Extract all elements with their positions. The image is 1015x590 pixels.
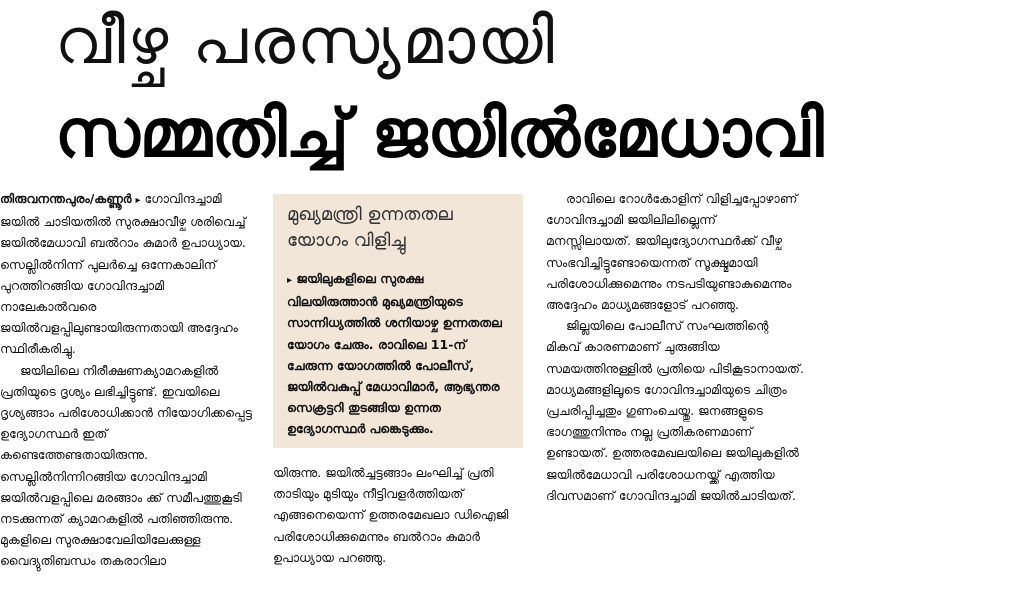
article-paragraph-4: ജില്ലയിലെ പോലീസ് സംഘത്തിന്റെ മികവ് കാരണമാണ് ചുരുങ്ങിയ സമയത്തിനുള്ളിൽ പ്രതിയെ പിടികൂടാനായത്. മാധ്യമങ്ങളിലൂടെ ഗോവിന്ദച്ചാമിയുടെ ചിത്രം പ്രചരിപ്പിച്ചതും ഗുണംചെയ്തു. ജനങ്ങളുടെ ഭാഗത്തുനിന്നും നല്ല പ്രതികരണമാണ് ഉണ്ടായത്. ഉത്തരമേഖലയിലെ ജയിലുകളിൽ ജയിൽമേധാവി പരിശോധനയ്ക്ക് എത്തിയ ദിവസമാണ് ഗോവിന്ദച്ചാമി ജയിൽചാടിയത്. [546,318,804,503]
sidebar-box-body [287,268,513,440]
dateline: തിരുവനന്തപുരം/കണ്ണൂർ [0,191,132,206]
article-column-3 [546,188,804,506]
sidebar-box-title: മുഖ്യമന്ത്രി ഉന്നതതല യോഗം വിളിച്ചു [287,204,453,251]
sidebar-box [273,194,523,448]
article-paragraph-2: ജയിലിലെ നിരീക്ഷണക്യാമറകളിൽ പ്രതിയുടെ ദൃശ്യം ലഭിച്ചിട്ടുണ്ട്. ഇവയിലെ ദൃശ്യങ്ങാം പരിശോധിക്കാൻ നിയോഗിക്കപ്പെട്ട ഉദ്യോഗസ്ഥർ ഇത് കണ്ടെത്തേണ്ടതായിരുന്നു. സെല്ലിൽനിന്നിറങ്ങിയ ഗോവിന്ദച്ചാമി ജയിൽവളപ്പിലെ മരങ്ങാം ക്ക് സമീപത്തുകൂടി നടക്കുന്നത് ക്യാമറകളിൽ പതിഞ്ഞിരുന്നു. മുകളിലെ സുരക്ഷാവേലിയിലേക്കുള്ള വൈദ്യുതിബന്ധം തകരാറിലാ [0,362,252,569]
article-paragraph-continued: യിരുന്നു. ജയിൽച്ചട്ടങ്ങാം ലംഘിച്ച് പ്രതി താടിയും മുടിയും നീട്ടിവളർത്തിയത് എങ്ങനെയെന്ന് ഉത്തരമേഖലാ ഡിഐജി പരിശോധിക്കുമെന്നും ബൽറാം കുമാർ ഉപാധ്യായ പറഞ്ഞു. [273,465,509,565]
article-paragraph-3: രാവിലെ റോൾകോളിന് വിളിച്ചപ്പോഴാണ് ഗോവിന്ദച്ചാമി ജയിലിലില്ലെന്ന് മനസ്സിലായത്. ജയിലുദ്യോഗസ്ഥർക്ക് വീഴ്ച സംഭവിച്ചിട്ടുണ്ടോയെന്നത് സൂക്ഷ്മമായി പരിശോധിക്കുമെന്നും നടപടിയുണ്ടാകുമെന്നും അദ്ദേഹം മാധ്യമങ്ങളോട് പറഞ്ഞു. [546,191,798,313]
article-text: ഗോവിന്ദച്ചാമി ജയിൽ ചാടിയതിൽ സുരക്ഷാവീഴ്ച ശരിവെച്ച് ജയിൽമേധാവി ബൽറാം കുമാർ ഉപാധ്യായ. സെല്ലിൽനിന്ന് പുലർച്ചെ ഒന്നേകാലിന് പുറത്തിറങ്ങിയ ഗോവിന്ദച്ചാമി നാലേകാൽവരെ ജയിൽവളപ്പിലുണ്ടായിരുന്നതായി അദ്ദേഹം സ്ഥിരീകരിച്ചു. [0,191,246,357]
article-column-1 [0,188,258,572]
bullet-marker-icon: ▸ [287,275,293,286]
dateline-marker-icon: ▸ [135,195,141,206]
article-column-2-continuation [273,462,525,568]
headline-line-1: വീഴ്ച പരസ്യമായി [55,5,556,79]
article-paragraph-1 [0,188,258,360]
headline-line-2: സമ്മതിച്ച് ജയിൽമേധാവി [55,95,824,172]
sidebar-box-text: ജയിലുകളിലെ സുരക്ഷ വിലയിരുത്താൻ മുഖ്യമന്ത്രിയുടെ സാന്നിധ്യത്തിൽ ശനിയാഴ്ച ഉന്നതതല യോഗം ചേരും. രാവിലെ 11-ന് ചേരുന്ന യോഗത്തിൽ പോലീസ്, ജയിൽവകുപ്പ് മേധാവിമാർ, ആഭ്യന്തര സെക്രട്ടറി തുടങ്ങിയ ഉന്നത ഉദ്യോഗസ്ഥർ പങ്കെടുക്കും. [287,271,502,437]
